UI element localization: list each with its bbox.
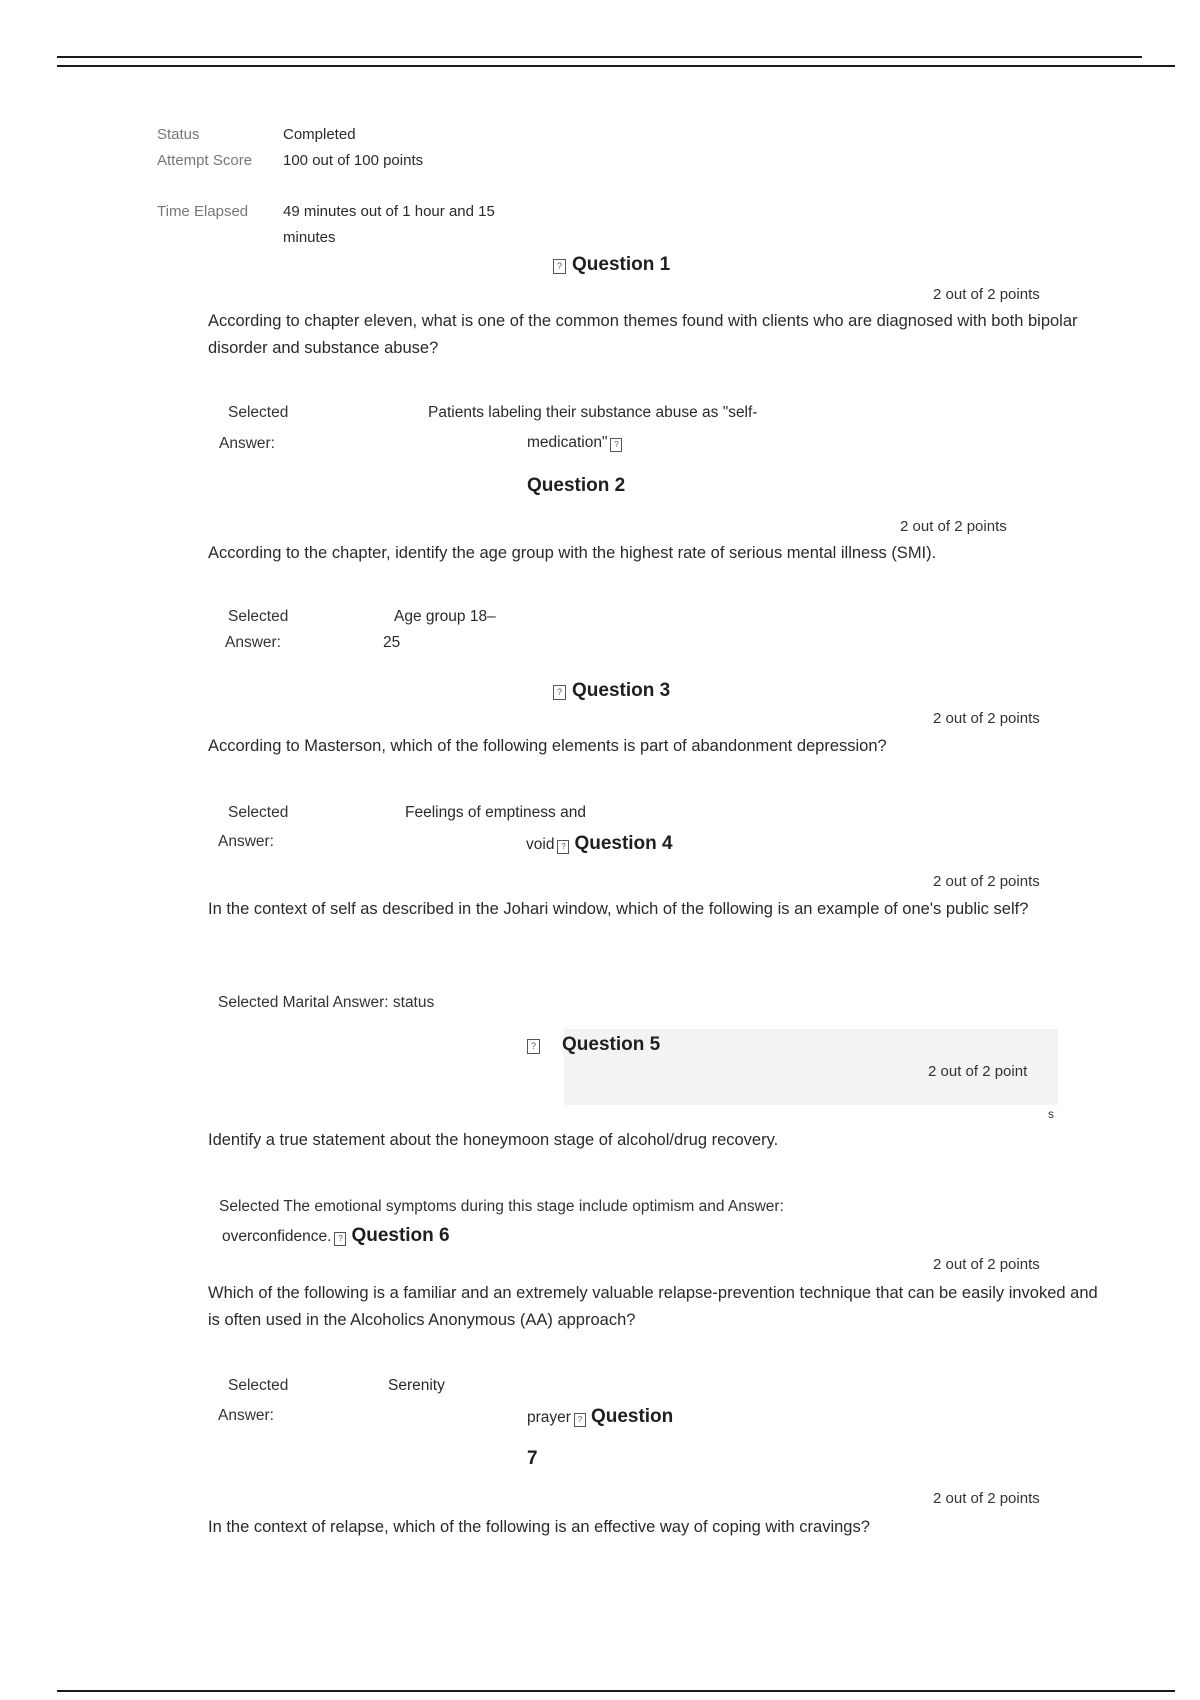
question-7-heading: Question xyxy=(590,1406,674,1427)
question-5-title: Question 5 xyxy=(562,1034,661,1055)
question-2-heading: Question 2 xyxy=(527,475,626,496)
question-5-answer-line1: Selected The emotional symptoms during this stage include optimism and Answer: xyxy=(219,1198,784,1215)
question-1-answer-line2 xyxy=(527,434,627,452)
question-5-text: Identify a true statement about the honeymoon stage of alcohol/drug recovery. xyxy=(208,1131,779,1149)
question-1-heading xyxy=(553,254,670,276)
time-elapsed-value: 49 minutes out of 1 hour and 15 xyxy=(283,203,495,220)
question-3-title: Question 3 xyxy=(572,680,671,701)
question-3-selected-label: Selected xyxy=(228,804,289,821)
question-6-points: 2 out of 2 points xyxy=(933,1256,1040,1273)
question-5-heading xyxy=(527,1034,660,1056)
status-value: Completed xyxy=(283,126,356,143)
question-1-title: Question 1 xyxy=(572,254,671,275)
question-5-points: 2 out of 2 point xyxy=(928,1063,1028,1080)
question-6-answer-text: prayer xyxy=(527,1409,571,1426)
question-mark-icon: ? xyxy=(553,685,566,700)
question-6-answer-label: Answer: xyxy=(218,1407,274,1424)
question-mark-icon: ? xyxy=(334,1232,346,1246)
question-2-answer-line2: 25 xyxy=(383,634,401,651)
question-1-answer-label: Answer: xyxy=(219,435,275,452)
question-4-heading: Question 4 xyxy=(574,833,673,854)
question-3-points: 2 out of 2 points xyxy=(933,710,1040,727)
question-1-answer-text: medication" xyxy=(527,434,608,451)
question-mark-icon: ? xyxy=(610,438,622,452)
question-1-selected-label: Selected xyxy=(228,404,289,421)
question-mark-icon: ? xyxy=(527,1039,540,1054)
question-4-selected-answer: Selected Marital Answer: status xyxy=(218,994,435,1011)
attempt-score-value: 100 out of 100 points xyxy=(283,152,424,169)
question-mark-icon: ? xyxy=(574,1413,586,1427)
question-4-text: In the context of self as described in the Johari window, which of the following is an example of one's public self? xyxy=(208,900,1029,918)
question-2-points: 2 out of 2 points xyxy=(900,518,1007,535)
time-elapsed-value-cont: minutes xyxy=(283,229,336,246)
question-7-text: In the context of relapse, which of the following is an effective way of coping with cravings? xyxy=(208,1518,870,1536)
question-6-heading: Question 6 xyxy=(351,1225,450,1246)
question-2-answer-label: Answer: xyxy=(225,634,281,651)
question-3-answer-text: void xyxy=(526,836,555,853)
question-1-answer-line1: Patients labeling their substance abuse as "self- xyxy=(428,404,758,421)
top-rule-2 xyxy=(57,65,1175,67)
time-elapsed-label: Time Elapsed xyxy=(157,203,249,220)
question-5-answer-line2 xyxy=(222,1225,450,1247)
question-6-selected-label: Selected xyxy=(228,1377,289,1394)
question-1-text: According to chapter eleven, what is one of the common themes found with clients who are diagnosed with both bipolar disorder and substance abuse? xyxy=(208,312,1078,357)
question-2-selected-label: Selected xyxy=(228,608,289,625)
question-mark-icon: ? xyxy=(557,840,569,854)
top-rule-1 xyxy=(57,56,1142,58)
bottom-rule xyxy=(57,1690,1175,1692)
question-7-points: 2 out of 2 points xyxy=(933,1490,1040,1507)
question-3-heading xyxy=(553,680,670,702)
question-5-points-tail: s xyxy=(1048,1107,1054,1121)
question-mark-icon: ? xyxy=(553,259,566,274)
question-3-answer-label: Answer: xyxy=(218,833,274,850)
question-7-number: 7 xyxy=(527,1448,538,1469)
question-4-points: 2 out of 2 points xyxy=(933,873,1040,890)
question-6-answer-line2 xyxy=(527,1406,673,1428)
question-3-text: According to Masterson, which of the following elements is part of abandonment depression? xyxy=(208,737,887,755)
question-1-points: 2 out of 2 points xyxy=(933,286,1040,303)
question-2-text: According to the chapter, identify the age group with the highest rate of serious mental illness (SMI). xyxy=(208,544,937,562)
question-3-answer-line1: Feelings of emptiness and xyxy=(405,804,586,821)
question-6-text: Which of the following is a familiar and an extremely valuable relapse-prevention technique that can be easily invoked and is often used in the Alcoholics Anonymous (AA) approach? xyxy=(208,1284,1098,1329)
question-6-answer-line1: Serenity xyxy=(388,1377,445,1394)
attempt-score-label: Attempt Score xyxy=(157,152,253,169)
question-2-answer-line1: Age group 18– xyxy=(394,608,496,625)
question-5-answer-text: overconfidence. xyxy=(222,1228,332,1245)
question-3-answer-line2 xyxy=(526,833,673,855)
status-label: Status xyxy=(157,126,200,143)
